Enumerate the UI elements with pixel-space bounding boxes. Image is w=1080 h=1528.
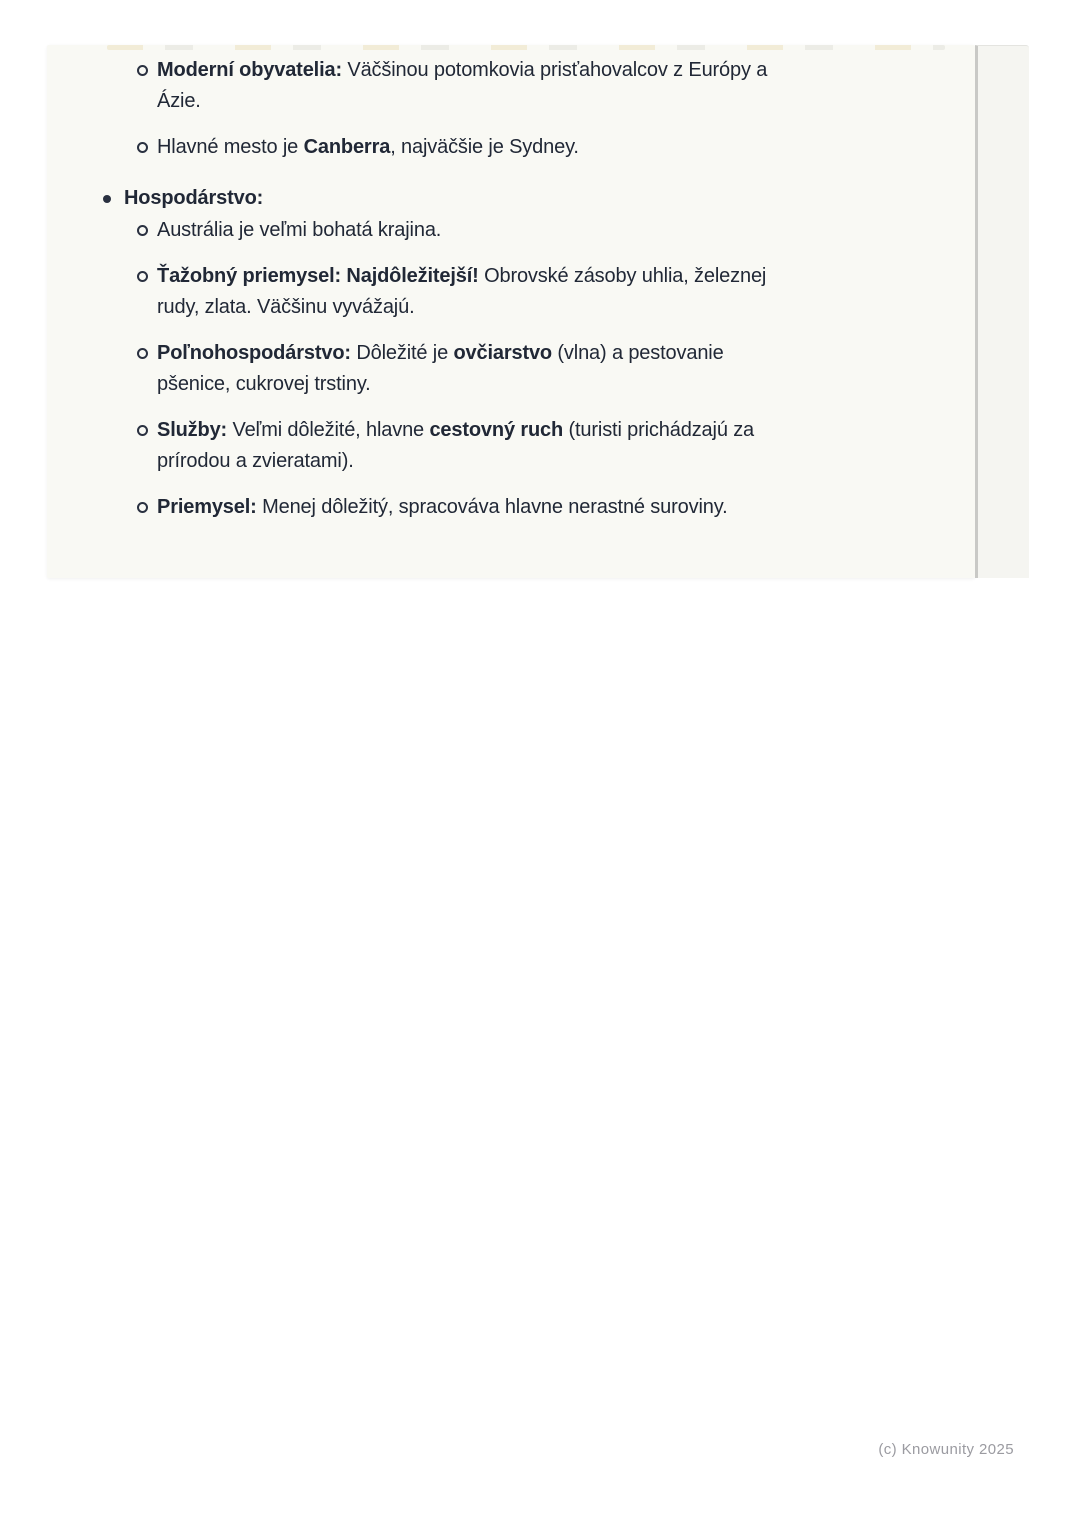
copyright-text: (c) Knowunity 2025 (878, 1441, 1014, 1458)
bullet-circle-icon (137, 271, 148, 282)
bullet-circle-icon (137, 65, 148, 76)
bullet-circle-icon (137, 425, 148, 436)
list-item (47, 492, 975, 523)
section-heading-item (47, 183, 975, 214)
list-item-text: Austrália je veľmi bohatá krajina. (157, 219, 442, 241)
list-item (47, 132, 975, 163)
list-item-text: Moderní obyvatelia: Väčšinou potomkovia prisťahovalcov z Európy a Ázie. (157, 59, 768, 112)
bullet-circle-icon (137, 502, 148, 513)
clipped-content-edge (107, 45, 945, 50)
next-page-preview[interactable] (975, 45, 1029, 578)
bullet-circle-icon (137, 142, 148, 153)
list-item-text: Hospodárstvo: (124, 187, 264, 209)
list-item (47, 338, 975, 400)
document-page (47, 45, 975, 578)
list-item (47, 215, 975, 246)
bullet-circle-icon (137, 348, 148, 359)
bullet-circle-icon (137, 225, 148, 236)
list-item (47, 415, 975, 477)
list-item-text: Služby: Veľmi dôležité, hlavne cestovný ruch (turisti prichádzajú za prírodou a zvieratami). (157, 419, 755, 472)
list-item-text: Hlavné mesto je Canberra, najväčšie je Sydney. (157, 136, 579, 158)
list-item-text: Ťažobný priemysel: Najdôležitejší! Obrovské zásoby uhlia, železnej rudy, zlata. Väčšinu vyvážajú. (157, 265, 767, 318)
list-item-text: Priemysel: Menej dôležitý, spracováva hlavne nerastné suroviny. (157, 496, 728, 518)
list-item (47, 261, 975, 323)
document-body (47, 55, 975, 523)
list-item-text: Poľnohospodárstvo: Dôležité je ovčiarstvo (vlna) a pestovanie pšenice, cukrovej trstiny. (157, 342, 724, 395)
bullet-disc-icon (103, 195, 111, 203)
list-item (47, 55, 975, 117)
